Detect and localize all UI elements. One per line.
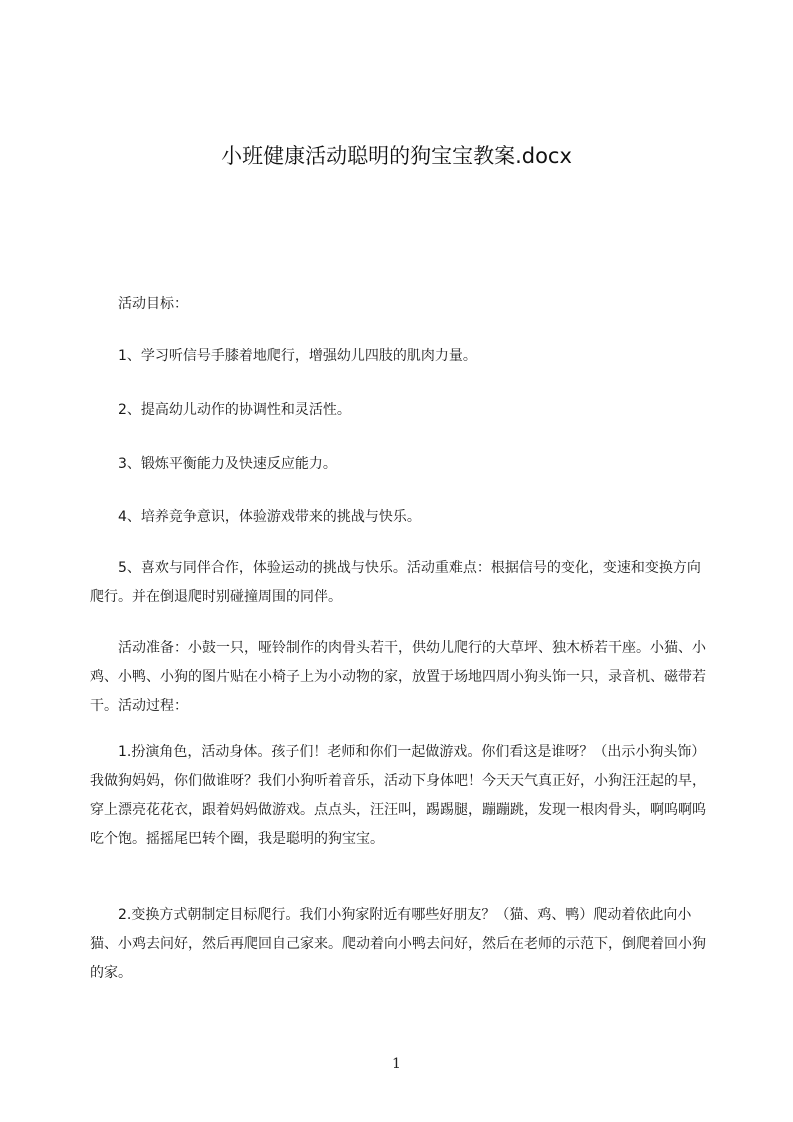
activity-step-1 (90, 738, 712, 854)
paragraph: 活动目标： (118, 296, 188, 312)
activity-preparation (90, 634, 712, 721)
paragraph: 1.扮演角色，活动身体。孩子们！老师和你们一起做游戏。你们看这是谁呀？（出示小狗头饰）我做狗妈妈，你们做谁呀？我们小狗听着音乐，活动下身体吧！今天天气真正好，小狗汪汪起的早，穿上漂亮花花衣，跟着妈妈做游戏。点点头，汪汪叫，踢踢腿，蹦蹦跳，发现一根肉骨头，啊呜啊呜吃个饱。摇摇尾巴转个圈，我是聪明的狗宝宝。 (90, 744, 706, 847)
goal-item-4 (90, 503, 712, 532)
activity-step-2 (90, 901, 712, 988)
paragraph: 2.变换方式朝制定目标爬行。我们小狗家附近有哪些好朋友？（猫、鸡、鸭）爬动着依此向小猫、小鸡去问好，然后再爬回自己家来。爬动着向小鸭去问好，然后在老师的示范下，倒爬着回小狗的家。 (90, 907, 706, 981)
document-title: 小班健康活动聪明的狗宝宝教案.docx (221, 144, 572, 168)
paragraph: 2、提高幼儿动作的协调性和灵活性。 (118, 402, 351, 418)
paragraph: 活动准备：小鼓一只，哑铃制作的肉骨头若干，供幼儿爬行的大草坪、独木桥若干座。小猫、小鸡、小鸭、小狗的图片贴在小椅子上为小动物的家，放置于场地四周小狗头饰一只，录音机、磁带若干。活动过程： (90, 640, 706, 714)
paragraph: 3、锻炼平衡能力及快速反应能力。 (118, 456, 337, 472)
goal-item-1 (90, 342, 712, 371)
paragraph: 1、学习听信号手膝着地爬行，增强幼儿四肢的肌肉力量。 (118, 348, 477, 364)
goal-item-2 (90, 396, 712, 425)
paragraph: 5、喜欢与同伴合作，体验运动的挑战与快乐。活动重难点：根据信号的变化，变速和变换方向爬行。并在倒退爬时别碰撞周围的同伴。 (90, 560, 701, 605)
goals-heading (90, 290, 712, 319)
paragraph: 4、培养竞争意识，体验游戏带来的挑战与快乐。 (118, 509, 421, 525)
goal-item-5 (90, 554, 712, 612)
goal-item-3 (90, 450, 712, 479)
page-number: 1 (392, 1056, 401, 1072)
